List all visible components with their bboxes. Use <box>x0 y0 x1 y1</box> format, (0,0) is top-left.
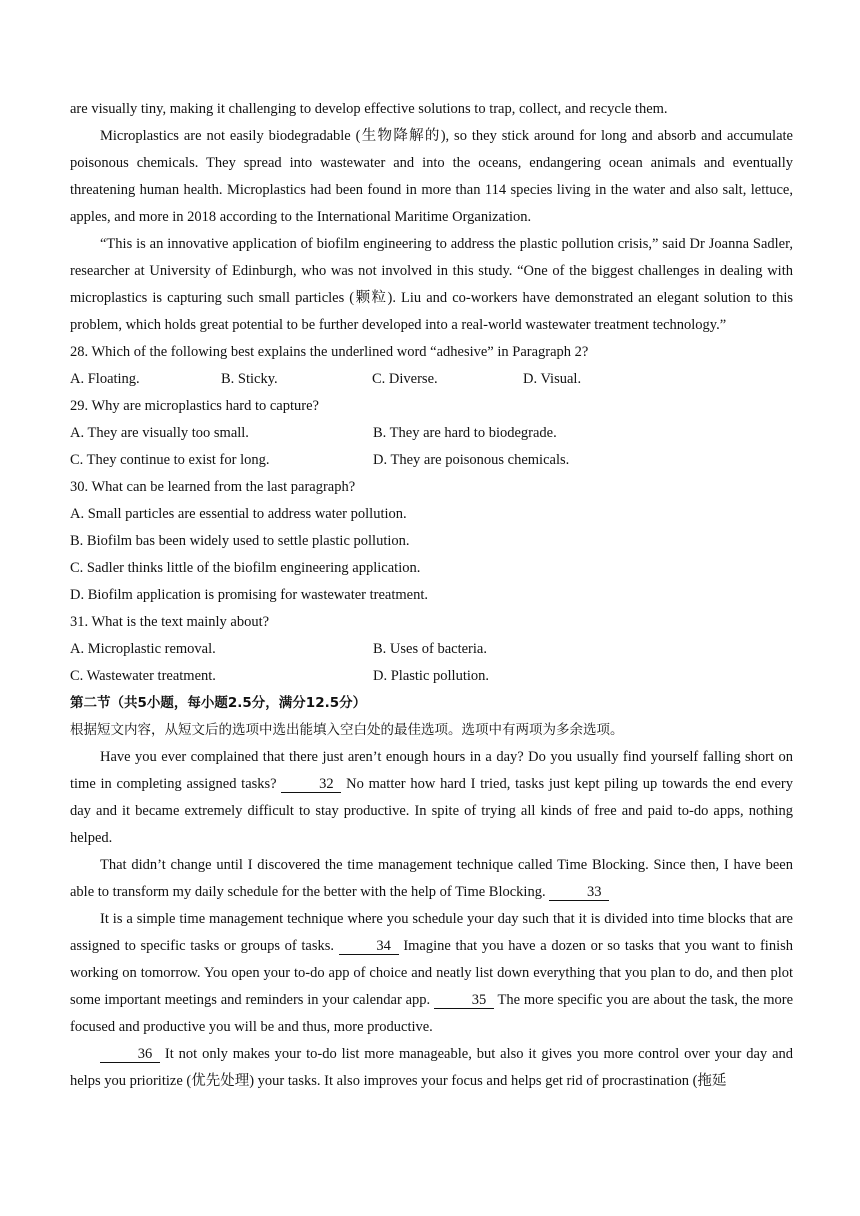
passage-paragraph <box>70 906 793 1041</box>
blank-32[interactable]: 32 <box>281 776 341 793</box>
passage-text: Have you ever complained that there just aren’t enough hours in a day? Do you usually find yourself falling short on time in completing assigned tasks? <box>70 749 793 792</box>
blank-35[interactable]: 35 <box>434 992 494 1009</box>
question-stem: 31. What is the text mainly about? <box>70 614 270 630</box>
blank-34[interactable]: 34 <box>339 938 399 955</box>
question-stem: 29. Why are microplastics hard to capture? <box>70 398 319 414</box>
page-content <box>70 96 793 1095</box>
passage-text: It not only makes your to-do list more manageable, but also it gives you more control over your day and helps you prioritize (优先处理) your tasks. It also improves your focus and helps get rid of procrastination (拖延 <box>70 1046 794 1089</box>
section-heading: 第二节（共5小题，每小题2.5分，满分12.5分） <box>70 695 367 711</box>
option: C. They continue to exist for long. <box>70 452 270 468</box>
passage-paragraph: are visually tiny, making it challenging to develop effective solutions to trap, collect, and recycle them. <box>70 101 668 117</box>
passage-paragraph <box>70 744 793 852</box>
passage-paragraph: Microplastics are not easily biodegradable (生物降解的), so they stick around for long and absorb and accumulate poisonous chemicals. They spread into wastewater and into the oceans, endangering ocean animals and eventually threatening human health. Microplastics had been found in more than 114 species living in the water and also salt, lettuce, apples, and more in 2018 according to the International Maritime Organization. <box>70 128 793 225</box>
option: D. Visual. <box>523 371 582 387</box>
option: A. Floating. <box>70 371 140 387</box>
blank-33[interactable]: 33 <box>549 884 609 901</box>
options-row <box>70 420 793 447</box>
option: B. Biofilm bas been widely used to settle plastic pollution. <box>70 533 410 549</box>
options-row <box>70 636 793 663</box>
question-stem: 28. Which of the following best explains the underlined word “adhesive” in Paragraph 2? <box>70 344 589 360</box>
passage-text: Imagine that you have a dozen or so tasks that you want to finish working on tomorrow. You open your to-do app of choice and neatly list down everything that you plan to do, and then plot some important meetings and reminders in your calendar app. <box>70 938 793 1008</box>
passage-paragraph: “This is an innovative application of biofilm engineering to address the plastic pollution crisis,” said Dr Joanna Sadler, researcher at University of Edinburgh, who was not involved in this study. “One of the biggest challenges in dealing with microplastics is capturing such small particles (颗粒). Liu and co-workers have demonstrated an elegant solution to this problem, which holds great potential to be further developed into a real-world wastewater treatment technology.” <box>70 236 793 333</box>
section-instruction: 根据短文内容，从短文后的选项中选出能填入空白处的最佳选项。选项中有两项为多余选项。 <box>70 722 624 738</box>
option: B. They are hard to biodegrade. <box>373 425 557 441</box>
option: B. Sticky. <box>221 371 278 387</box>
options-row <box>70 447 793 474</box>
options-row <box>70 663 793 690</box>
passage-paragraph <box>70 1041 793 1095</box>
options-row <box>70 366 793 393</box>
option: C. Diverse. <box>372 371 438 387</box>
option: B. Uses of bacteria. <box>373 641 487 657</box>
option: C. Wastewater treatment. <box>70 668 216 684</box>
option: D. They are poisonous chemicals. <box>373 452 570 468</box>
passage-paragraph <box>70 852 793 906</box>
passage-text: The more specific you are about the task, the more focused and productive you will be and thus, more productive. <box>70 992 794 1035</box>
option: A. They are visually too small. <box>70 425 249 441</box>
option: C. Sadler thinks little of the biofilm engineering application. <box>70 560 421 576</box>
option: D. Biofilm application is promising for wastewater treatment. <box>70 587 428 603</box>
passage-text: It is a simple time management technique where you schedule your day such that it is divided into time blocks that are assigned to specific tasks or groups of tasks. <box>70 911 793 954</box>
passage-text: No matter how hard I tried, tasks just kept piling up towards the end every day and it became extremely difficult to stay productive. In spite of trying all kinds of free and paid to-do apps, nothing helped. <box>70 776 794 846</box>
option: A. Microplastic removal. <box>70 641 216 657</box>
question-stem: 30. What can be learned from the last paragraph? <box>70 479 356 495</box>
passage-text: That didn’t change until I discovered the time management technique called Time Blocking. Since then, I have been able to transform my daily schedule for the better with the help of Time Blocking. <box>70 857 793 900</box>
option: A. Small particles are essential to address water pollution. <box>70 506 407 522</box>
option: D. Plastic pollution. <box>373 668 489 684</box>
blank-36[interactable]: 36 <box>100 1046 160 1063</box>
